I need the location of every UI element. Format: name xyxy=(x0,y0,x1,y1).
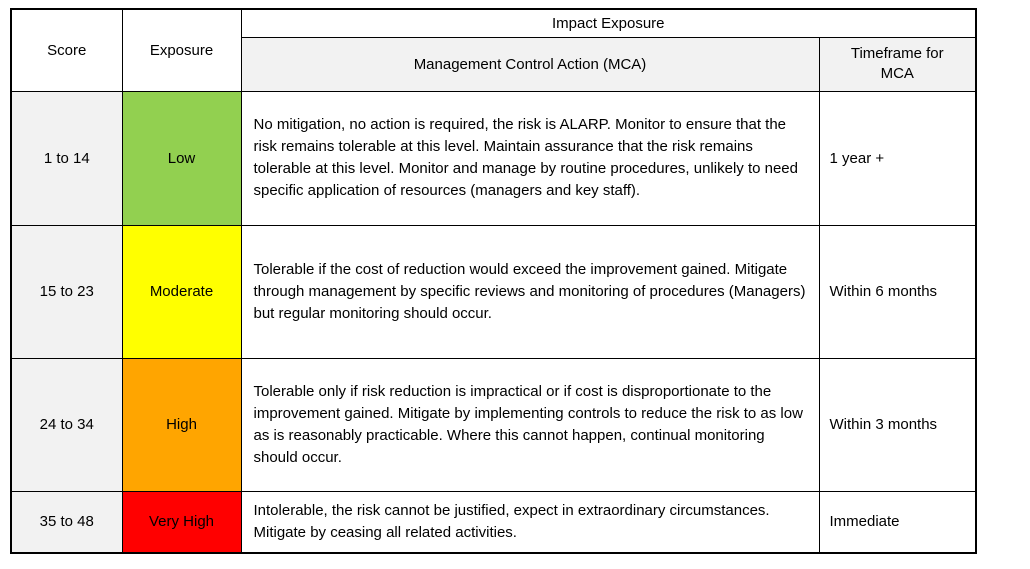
table-row-low xyxy=(11,91,976,225)
timeframe-cell: Within 6 months xyxy=(819,225,976,358)
timeframe-column-header: Timeframe for MCA xyxy=(819,37,976,91)
exposure-badge-very-high: Very High xyxy=(122,491,241,553)
table-header xyxy=(11,9,976,91)
exposure-badge-high: High xyxy=(122,358,241,491)
mca-text-cell: Intolerable, the risk cannot be justified, expect in extraordinary circumstances. Mitigate by ceasing all related activities. xyxy=(241,491,819,553)
mca-text-cell: Tolerable only if risk reduction is impractical or if cost is disproportionate to the improvement gained. Mitigate by implementing controls to reduce the risk to as low as is reasonably practicable. Where this cannot happen, continual monitoring should occur. xyxy=(241,358,819,491)
exposure-badge-moderate: Moderate xyxy=(122,225,241,358)
mca-text-cell: Tolerable if the cost of reduction would exceed the improvement gained. Mitigate through management by specific reviews and monitoring of procedures (Managers) but regular monitoring should occur. xyxy=(241,225,819,358)
table-row-high xyxy=(11,358,976,491)
score-cell: 24 to 34 xyxy=(11,358,122,491)
timeframe-cell: Immediate xyxy=(819,491,976,553)
header-row-top xyxy=(11,9,976,37)
exposure-badge-low: Low xyxy=(122,91,241,225)
score-cell: 35 to 48 xyxy=(11,491,122,553)
risk-exposure-table xyxy=(10,8,977,554)
mca-column-header: Management Control Action (MCA) xyxy=(241,37,819,91)
exposure-column-header: Exposure xyxy=(122,9,241,91)
score-column-header: Score xyxy=(11,9,122,91)
table-body xyxy=(11,91,976,553)
mca-text-cell: No mitigation, no action is required, the risk is ALARP. Monitor to ensure that the risk remains tolerable at this level. Maintain assurance that the risk remains tolerable at this level. Monitor and manage by routine procedures, unlikely to need specific application of resources (managers and key staff). xyxy=(241,91,819,225)
score-cell: 1 to 14 xyxy=(11,91,122,225)
table-row-very-high xyxy=(11,491,976,553)
timeframe-cell: Within 3 months xyxy=(819,358,976,491)
score-cell: 15 to 23 xyxy=(11,225,122,358)
impact-exposure-header: Impact Exposure xyxy=(241,9,976,37)
timeframe-cell: 1 year + xyxy=(819,91,976,225)
table-row-moderate xyxy=(11,225,976,358)
